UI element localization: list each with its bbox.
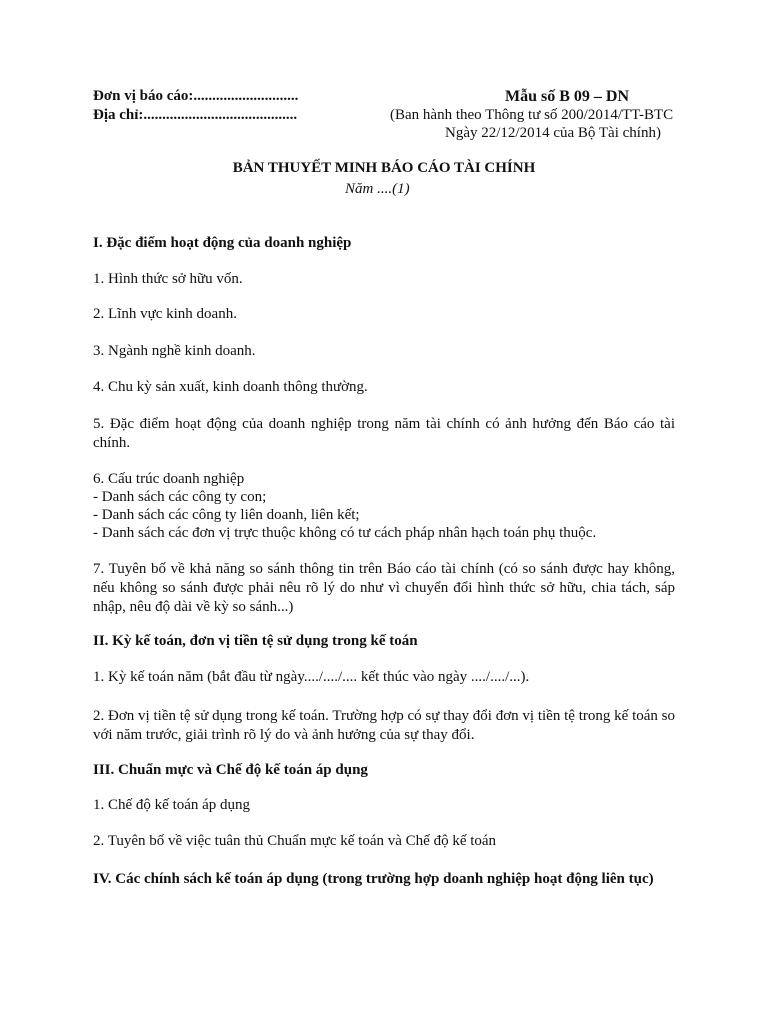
section-2-item-2: 2. Đơn vị tiền tệ sử dụng trong kế toán. Trường hợp có sự thay đổi đơn vị tiền tệ trong kế toán so với năm trước, giải trình rõ lý do và ảnh hưởng của sự thay đổi. [93,708,675,743]
document-title: BẢN THUYẾT MINH BÁO CÁO TÀI CHÍNH [232,160,536,176]
section-1-item-7: 7. Tuyên bố về khả năng so sánh thông tin trên Báo cáo tài chính (có so sánh được hay không, nếu không so sánh được phải nêu rõ lý do như vì chuyển đổi hình thức sở hữu, chia tách, sáp nhập, nêu độ dài về kỳ so sánh...) [93,561,675,615]
section-3-item-2: 2. Tuyên bố về việc tuân thủ Chuẩn mực kế toán và Chế độ kế toán [93,833,497,849]
section-2-heading: II. Kỳ kế toán, đơn vị tiền tệ sử dụng trong kế toán [93,633,418,649]
section-3-item-1: 1. Chế độ kế toán áp dụng [93,797,251,813]
section-4-heading: IV. Các chính sách kế toán áp dụng (trong trường hợp doanh nghiệp hoạt động liên tục) [93,871,654,887]
issuing-circular: (Ban hành theo Thông tư số 200/2014/TT-BTC [390,107,674,123]
report-year: Năm ....(1) [345,181,410,197]
reporting-unit-label: Đơn vị báo cáo:............................ [93,88,299,104]
section-1-item-1: 1. Hình thức sở hữu vốn. [93,271,243,287]
issuing-date: Ngày 22/12/2014 của Bộ Tài chính) [445,125,661,141]
company-structure-title: 6. Cấu trúc doanh nghiệp [93,471,245,487]
section-1-item-3: 3. Ngành nghề kinh doanh. [93,343,256,359]
form-code: Mẫu số B 09 – DN [505,88,630,105]
address-label: Địa chỉ:......................................... [93,107,298,123]
section-1-item-2: 2. Lĩnh vực kinh doanh. [93,306,237,322]
section-1-item-6 [93,470,596,542]
joint-ventures-list: - Danh sách các công ty liên doanh, liên kết; [93,507,360,523]
section-1-heading: I. Đặc điểm hoạt động của doanh nghiệp [93,235,352,251]
section-3-heading: III. Chuẩn mực và Chế độ kế toán áp dụng [93,762,368,778]
section-1-item-4: 4. Chu kỳ sản xuất, kinh doanh thông thường. [93,379,368,395]
dependent-units-list: - Danh sách các đơn vị trực thuộc không có tư cách pháp nhân hạch toán phụ thuộc. [93,525,597,541]
section-2-item-1: 1. Kỳ kế toán năm (bắt đầu từ ngày..../..../.... kết thúc vào ngày ..../..../...). [93,669,530,685]
section-1-item-5: 5. Đặc điểm hoạt động của doanh nghiệp trong năm tài chính có ảnh hưởng đến Báo cáo tài chính. [93,416,675,451]
subsidiaries-list: - Danh sách các công ty con; [93,489,267,505]
